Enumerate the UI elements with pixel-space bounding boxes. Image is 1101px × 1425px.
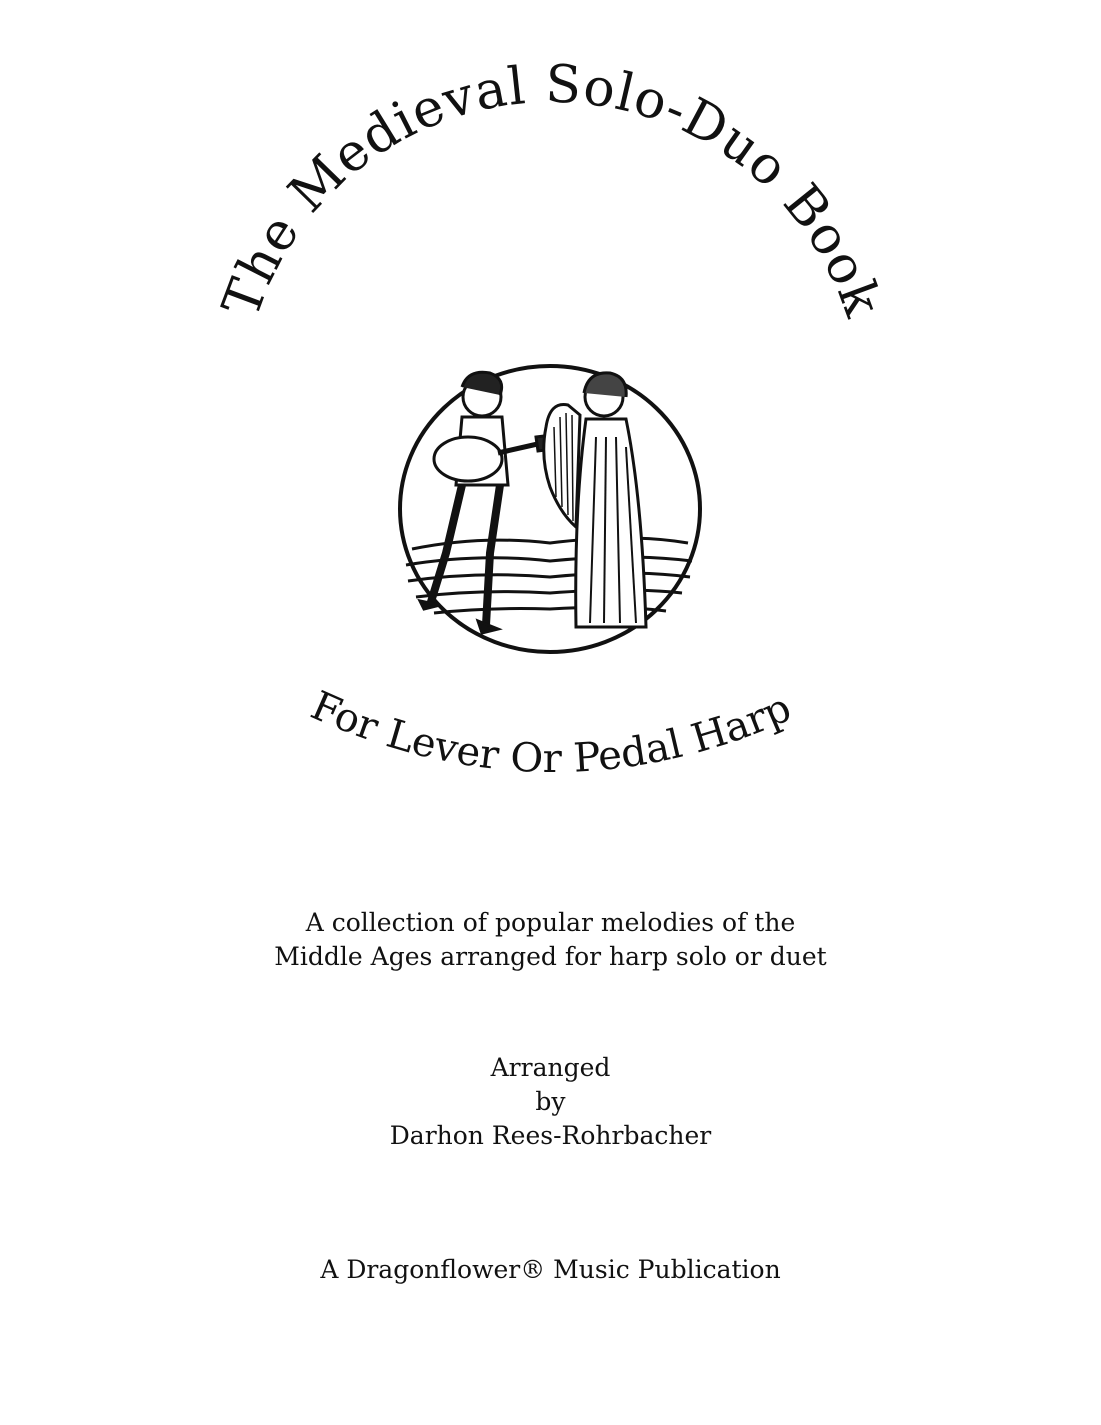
description-block bbox=[0, 906, 1101, 974]
credits-arranger-name: Darhon Rees-Rohrbacher bbox=[389, 1121, 712, 1150]
credits-block bbox=[0, 1051, 1101, 1153]
book-subtitle bbox=[304, 683, 797, 782]
book-title-text: The Medieval Solo-Duo Book bbox=[211, 54, 893, 325]
description-line-1: A collection of popular melodies of the bbox=[305, 908, 796, 937]
book-title bbox=[211, 55, 892, 325]
credits-arranged: Arranged bbox=[490, 1053, 611, 1082]
woodcut-lute-and-harp-players-icon bbox=[390, 357, 710, 661]
book-subtitle-text: For Lever Or Pedal Harp bbox=[304, 682, 798, 783]
credits-by: by bbox=[535, 1087, 566, 1116]
publisher-line bbox=[0, 1253, 1101, 1287]
description-line-2: Middle Ages arranged for harp solo or duet bbox=[274, 942, 827, 971]
publisher-text: A Dragonflower® Music Publication bbox=[320, 1255, 781, 1284]
